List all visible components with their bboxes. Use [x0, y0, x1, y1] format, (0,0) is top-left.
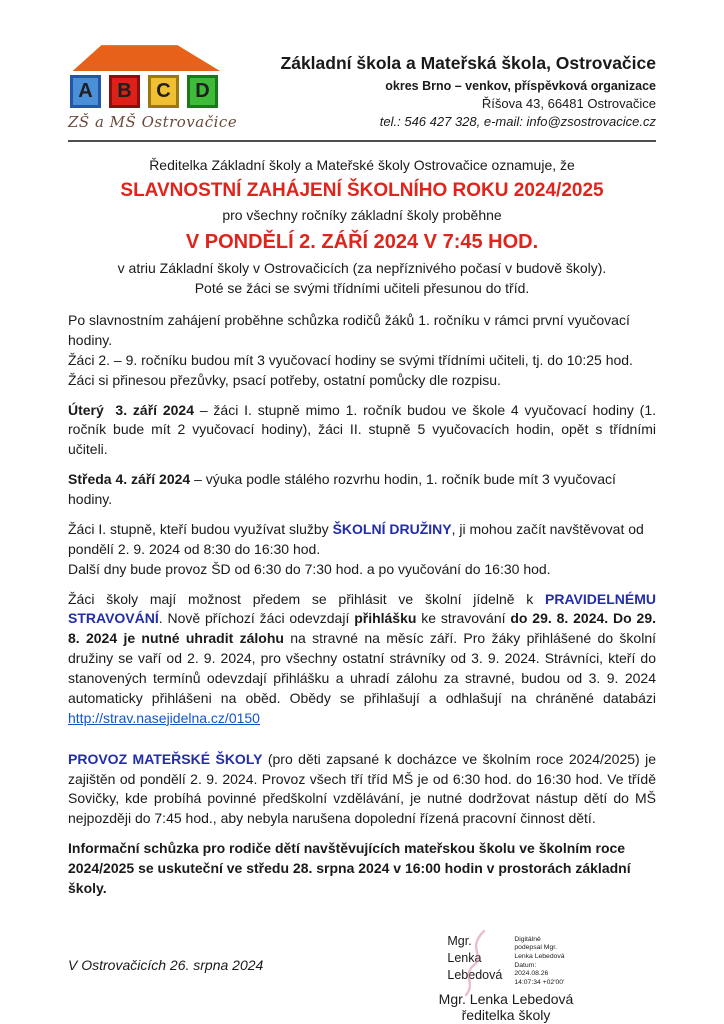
- paragraph-meals: [68, 590, 660, 729]
- announcement-intro: Ředitelka Základní školy a Mateřské školy Ostrovačice oznamuje, že: [149, 157, 575, 174]
- text-segment: Středa 4. září 2024: [68, 471, 191, 488]
- announcement-datetime: V PONDĚLÍ 2. ZÁŘÍ 2024 V 7:45 HOD.: [185, 230, 539, 253]
- stamp-detail-line: 2024.08.26: [514, 970, 549, 978]
- school-name: Základní škola a Mateřská škola, Ostrovačice: [280, 53, 656, 73]
- text-segment: na stravné na měsíc září. Pro žáky přihlášené do školní družiny se vaří od 2. 9. 2024, pro všechny ostatní strávníky od 3. 9. 2024. Strávníci, kteří do stanovených termínů odevzdají přihlášku a uhradí zálohu za stravné, budou od 3. 9. 2024 automaticky přihlášeni na oběd. Obědy se přihlašují a odhlašují na chráněné databázi: [68, 630, 660, 706]
- stamp-detail-line: Digitálně: [514, 935, 541, 943]
- text-segment: . Nově příchozí žáci odevzdají: [158, 610, 355, 627]
- text-segment: ŠKOLNÍ DRUŽINY: [332, 520, 452, 537]
- text-segment: Úterý 3. září 2024: [68, 401, 195, 418]
- logo-block-b: B: [109, 75, 140, 108]
- announcement-after-note: Poté se žáci se svými třídními učiteli přesunou do tříd.: [194, 279, 530, 296]
- stamp-detail-line: 14:07:34 +02'00': [514, 978, 565, 986]
- address-line: Říšova 43, 66481 Ostrovačice: [481, 96, 656, 112]
- text-segment: Žáci I. stupně, kteří budou využívat služby: [68, 520, 333, 537]
- signature-section: [68, 933, 656, 1024]
- document-body: [68, 311, 660, 899]
- logo-roof-icon: [68, 44, 220, 71]
- text-segment: Žáci 2. – 9. ročníku budou mít 3 vyučovací hodiny se svými třídními učiteli, tj. do 10:25 hod.: [68, 351, 633, 368]
- text-segment: , ji mohou začít navštěvovat od pondělí 2. 9. 2024 od 8:30 do 16:30 hod.: [68, 520, 648, 557]
- text-segment: – výuka podle stálého rozvrhu hodin, 1. ročník bude mít 3 vyučovací hodiny.: [68, 471, 620, 508]
- text-segment: přihlášku: [354, 610, 417, 627]
- paragraph-first-day: [68, 311, 656, 391]
- text-segment: PRAVIDELNÉMU STRAVOVÁNÍ: [68, 590, 660, 627]
- stamp-detail-line: Datum:: [514, 961, 537, 969]
- stamp-name-line: Mgr.: [447, 933, 472, 948]
- announcement-block: [68, 155, 656, 298]
- stamp-name-line: Lebedová: [447, 967, 503, 982]
- text-segment: (pro děti zapsané k docházce ve školním roce 2024/2025) je zajištěn od pondělí 2. 9. 2024. Provoz všech tří tříd MŠ je od 6:30 hod. do 16:30 hod. Ve třídě Sovičky, kde probíhá povinné předškolní vzdělávání, je nutné dodržovat nástup dětí do MŠ nejpozději do 7:45 hod., aby nebyla narušena dopolední řízená pracovní činnost dětí.: [68, 750, 660, 827]
- text-segment: – žáci I. stupně mimo 1. ročník budou ve škole 4 vyučovací hodiny (1. ročník bude mít 2 vyučovací hodiny), žáci II. stupně 5 vyučovacích hodin, opět s třídními učiteli.: [68, 401, 660, 458]
- announcement-subtitle: pro všechny ročníky základní školy proběhne: [222, 207, 502, 224]
- text-segment: Informační schůzka pro rodiče dětí navštěvujících mateřskou školu ve školním roce 2024/2025 se uskuteční ve středu 28. srpna 2024 v 16:00 hodin v prostorách základní školy.: [68, 840, 635, 896]
- paragraph-wednesday: [68, 470, 656, 510]
- paragraph-tuesday: [68, 401, 660, 461]
- meal-system-link[interactable]: http://strav.nasejidelna.cz/0150: [68, 709, 260, 726]
- logo-block-d: D: [187, 75, 218, 108]
- signer-printed-name: Mgr. Lenka Lebedová: [438, 991, 574, 1008]
- stamp-name-line: Lenka: [447, 950, 482, 965]
- letterhead: [68, 44, 656, 131]
- stamp-detail-line: Lenka Lebedová: [514, 953, 565, 961]
- logo-script-text: ZŠ a MŠ Ostrovačice: [68, 113, 238, 131]
- paragraph-parents-meeting: [68, 839, 656, 899]
- school-logo: [68, 44, 238, 131]
- text-segment: Po slavnostním zahájení proběhne schůzka rodičů žáků 1. ročníku v rámci první vyučovací hodiny.: [68, 312, 634, 348]
- signer-role: ředitelka školy: [461, 1007, 551, 1024]
- stamp-signer-name: [447, 933, 502, 988]
- announcement-location: v atriu Základní školy v Ostrovačicích (za nepříznivého počasí v budově školy).: [117, 259, 607, 276]
- logo-block-a: A: [70, 75, 101, 108]
- place-and-date: V Ostrovačicích 26. srpna 2024: [68, 956, 264, 973]
- signature-block: [390, 933, 622, 1024]
- text-segment: Další dny bude provoz ŠD od 6:30 do 7:30 hod. a po vyučování do 16:30 hod.: [68, 560, 551, 577]
- text-segment: Žáci školy mají možnost předem se přihlásit ve školní jídelně k: [68, 590, 546, 607]
- text-segment: PROVOZ MATEŘSKÉ ŠKOLY: [68, 750, 263, 767]
- stamp-details: [514, 933, 564, 988]
- text-segment: do 29. 8. 2024. Do 29. 8. 2024 je nutné uhradit zálohu: [68, 610, 660, 647]
- text-segment: ke stravování: [416, 610, 511, 627]
- digital-signature-stamp: [390, 933, 622, 988]
- contact-line: tel.: 546 427 328, e-mail: info@zsostrovacice.cz: [379, 114, 656, 130]
- stamp-detail-line: podepsal Mgr.: [514, 944, 558, 952]
- text-segment: Žáci si přinesou přezůvky, psací potřeby, ostatní pomůcky dle rozpisu.: [68, 371, 501, 388]
- announcement-title: SLAVNOSTNÍ ZAHÁJENÍ ŠKOLNÍHO ROKU 2024/2025: [120, 179, 604, 201]
- logo-block-c: C: [148, 75, 179, 108]
- paragraph-kindergarten: [68, 750, 660, 830]
- district-line: okres Brno – venkov, příspěvková organizace: [385, 79, 656, 94]
- header-divider: [68, 140, 656, 142]
- paragraph-school-club: [68, 520, 656, 580]
- logo-letter-blocks: [68, 75, 220, 108]
- letterhead-text: [220, 44, 656, 131]
